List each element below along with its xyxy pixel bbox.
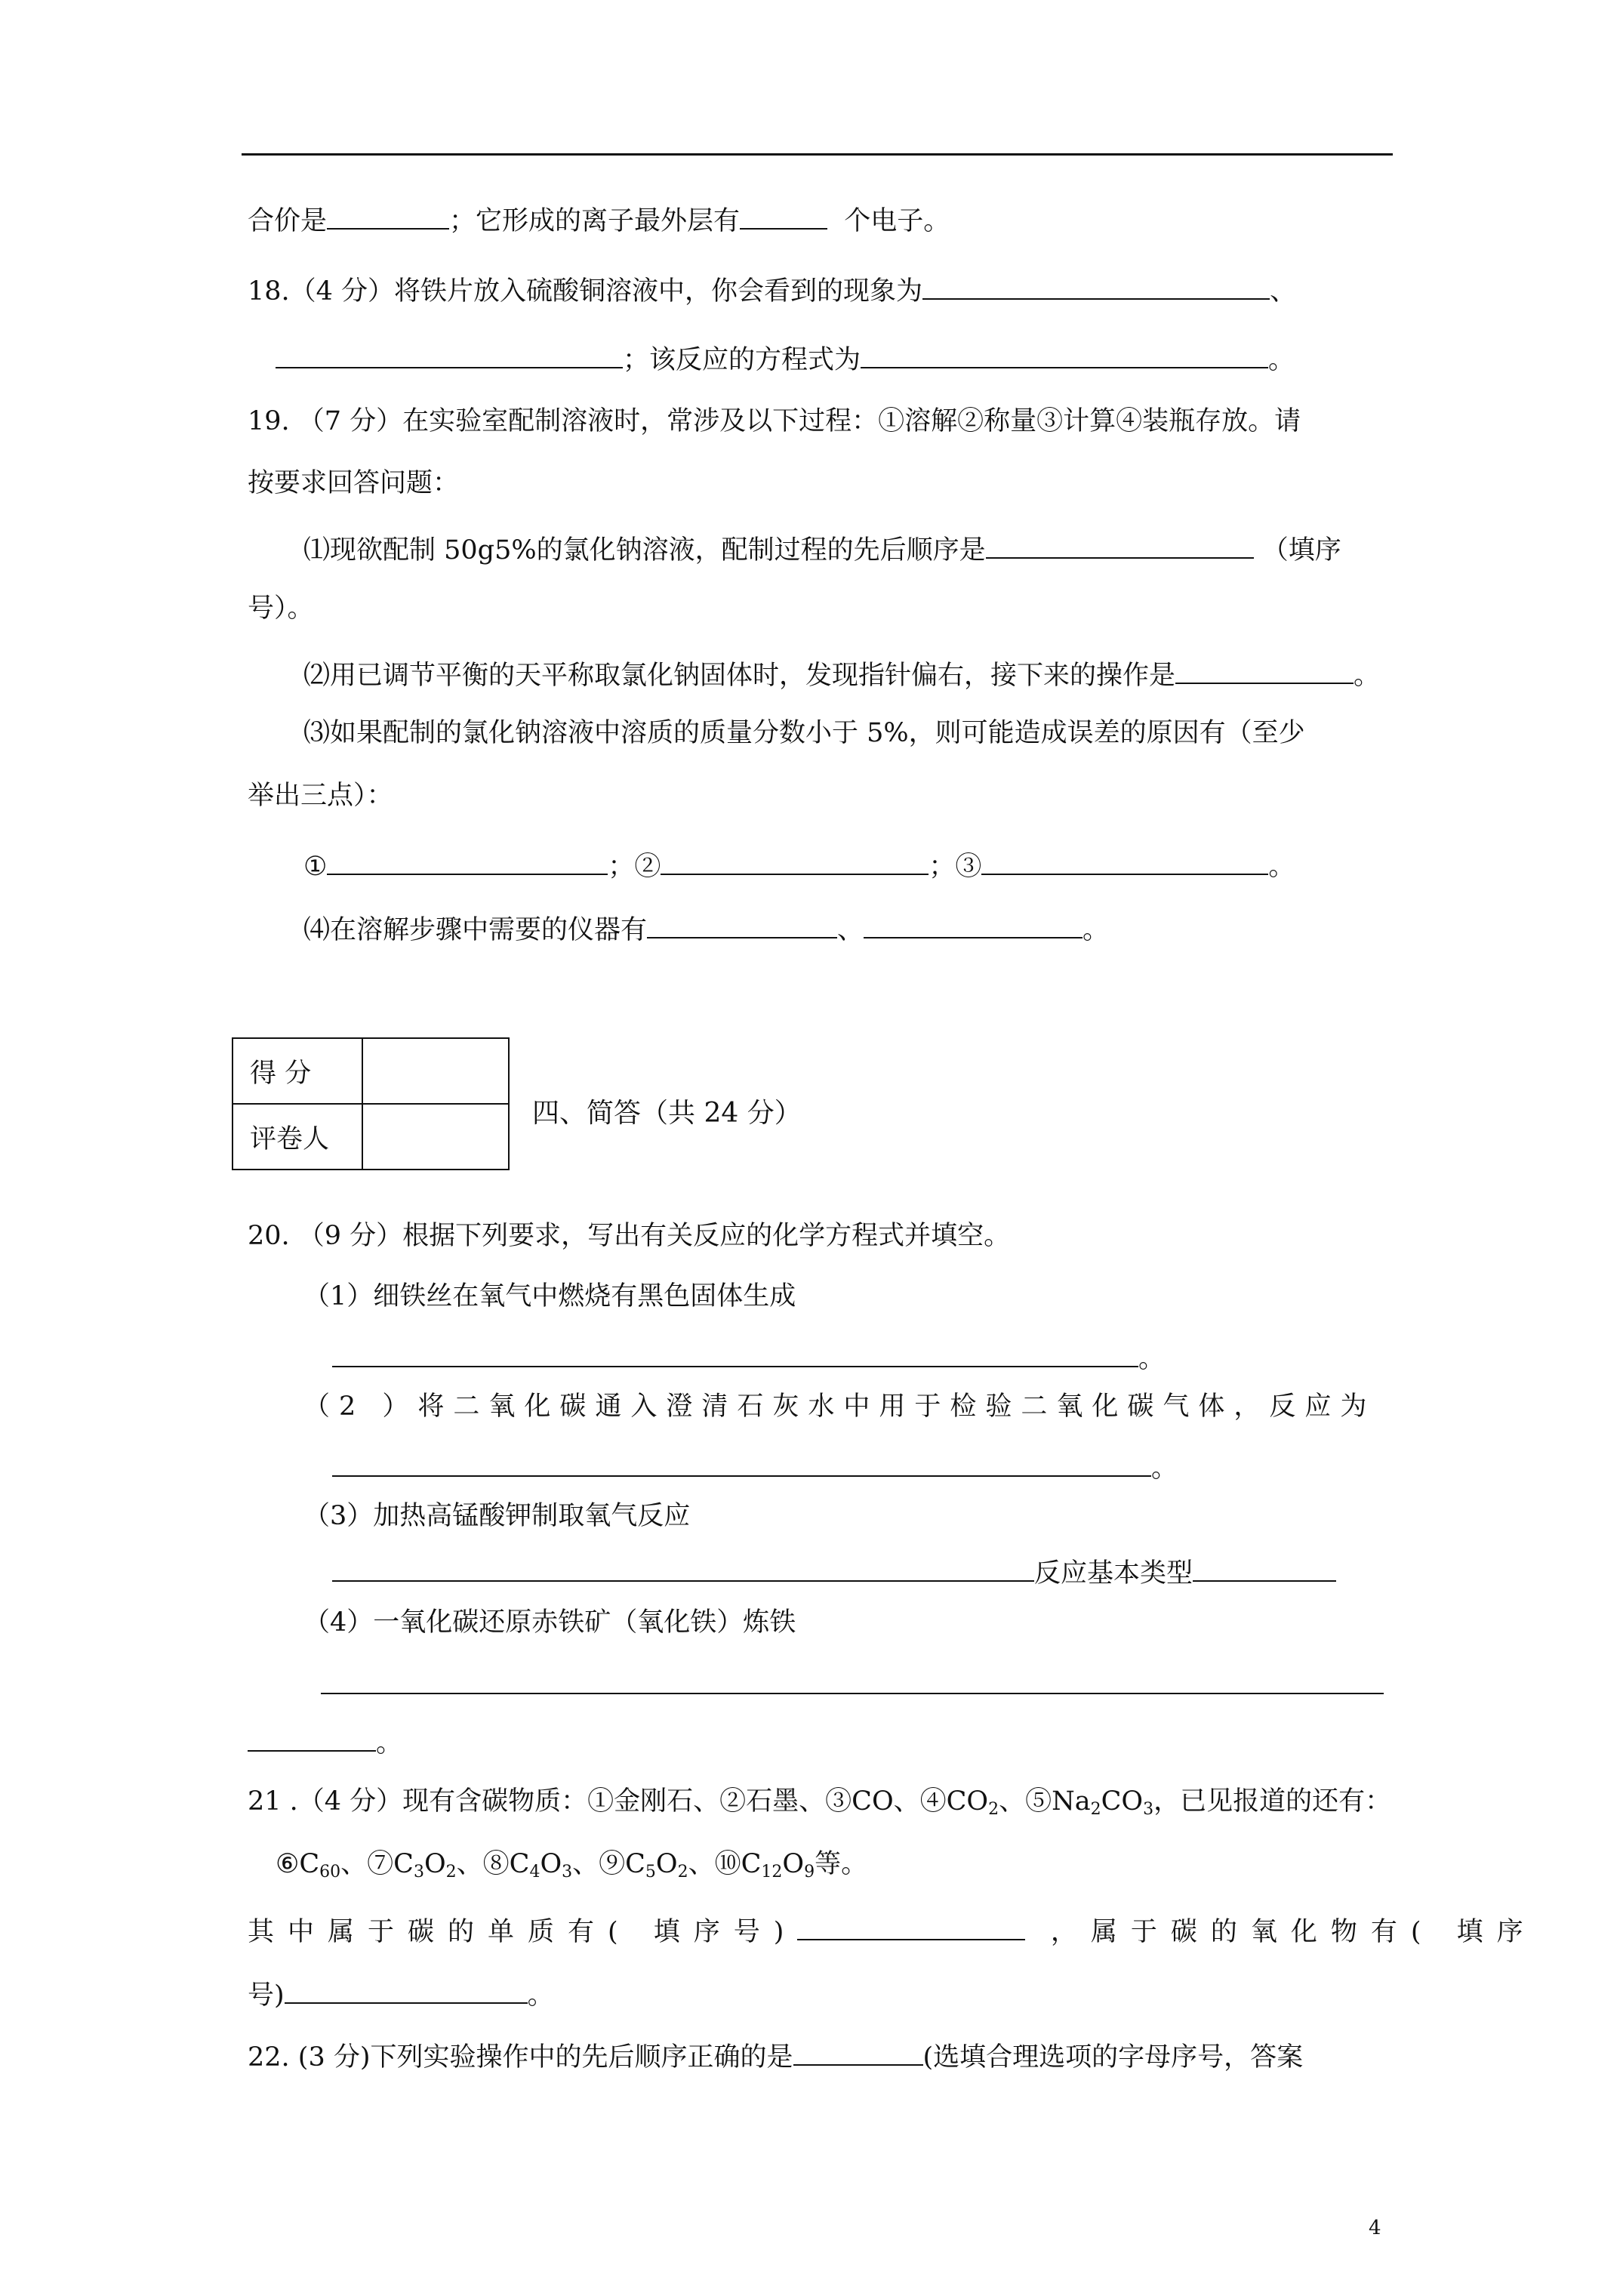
page-number: 4 [1369,2217,1381,2239]
q21-text-2i: O [540,1849,562,1879]
q21-sub-2j: 3 [562,1863,573,1881]
q21-text-2c: 、⑦C [340,1849,414,1879]
q21-text-1c: 、⑤Na [999,1786,1091,1817]
q19-part2-blank[interactable] [1175,654,1354,684]
q20-sub-4-end: 。 [376,1728,403,1758]
q18-line-1 [248,270,1296,309]
q21-text-2s: 等。 [815,1849,868,1879]
q21-text-1a: 21 .（4 分）现有含碳物质：①金刚石、②石墨、③CO、④CO [248,1786,989,1817]
q19-part3-cont: 举出三点）： [248,781,393,811]
q19-part1-cont: 号）。 [248,593,314,624]
q18-blank-1[interactable] [922,270,1270,300]
q18-text-end: 。 [1268,345,1295,375]
q19-line-1: 19. （7 分）在实验室配制溶液时，常涉及以下过程：①溶解②称量③计算④装瓶存放。请 [248,406,1301,436]
q20-sub-1-answer [332,1337,1165,1376]
q21-sub-2r: 9 [804,1863,815,1881]
q21-line-3 [248,1910,1537,1949]
q21-sub-2b: 60 [319,1863,341,1881]
q21-sub-2d: 3 [413,1863,424,1881]
q22-question-text-b: (选填合理选项的字母序号，答案 [922,2042,1304,2073]
q19-part2 [303,654,1380,693]
q21-text-2e: O [423,1849,446,1879]
q17-blank-2[interactable] [740,199,827,230]
section-4-title: 四、简答（共 24 分） [532,1098,802,1129]
grader-value-cell[interactable] [362,1104,509,1170]
q19-part1-text: ⑴现欲配制 50g5%的氯化钠溶液，配制过程的先后顺序是 [303,535,986,566]
q21-sub-1f: 3 [1143,1800,1154,1819]
q19-line-2: 按要求回答问题： [248,468,460,498]
q18-line-2 [276,338,1295,378]
q21-sub-2f: 2 [445,1863,457,1881]
q17-text-c: 个电子。 [844,206,950,236]
q22-line-1 [248,2036,1303,2075]
score-box [232,1037,510,1170]
q21-sub-2n: 2 [677,1863,688,1881]
q19-part1-blank[interactable] [986,529,1254,559]
q21-oxides-label-cont: 号) [248,1980,285,2011]
q20-sub-1-end: 。 [1138,1344,1166,1374]
q20-sub-3-type-label: 反应基本类型 [1034,1558,1193,1589]
q20-head: 20. （9 分）根据下列要求，写出有关反应的化学方程式并填空。 [248,1221,1011,1251]
q19-reason-3-label: ；③ [929,852,982,882]
q19-part4-blank-2[interactable] [864,908,1083,938]
q20-sub-4: （4）一氧化碳还原赤铁矿（氧化铁）炼铁 [303,1607,796,1638]
q21-oxides-label: ，属于碳的氧化物有( 填序 [1050,1917,1537,1947]
q19-reason-2-blank[interactable] [661,845,929,875]
q19-reason-3-blank[interactable] [981,845,1268,875]
q19-part4-text: ⑷在溶解步骤中需要的仪器有 [303,915,648,945]
q20-sub-3-blank[interactable] [332,1552,1034,1582]
q19-reason-1-blank[interactable] [327,845,608,875]
q19-part2-text: ⑵用已调节平衡的天平称取氯化钠固体时，发现指针偏右，接下来的操作是 [303,661,1176,691]
q19-part1 [303,529,1341,568]
q21-text-2m: O [655,1849,678,1879]
q21-text-2g: 、⑧C [456,1849,530,1879]
q20-sub-2-end: 。 [1151,1453,1178,1484]
q21-text-2a: ⑥C [276,1849,320,1879]
q20-sub-3-type-blank[interactable] [1193,1552,1336,1582]
q21-text-2q: O [782,1849,805,1879]
q21-text-2k: 、⑨C [572,1849,645,1879]
q20-sub-4-blank-2[interactable] [248,1721,376,1752]
q18-question-text: 18.（4 分）将铁片放入硫酸铜溶液中，你会看到的现象为 [248,276,923,307]
q21-text-1e: CO [1101,1786,1144,1817]
q19-part1-text-b: （填序 [1261,535,1341,566]
q20-sub-1: （1）细铁丝在氧气中燃烧有黑色固体生成 [303,1281,796,1311]
q18-separator: 、 [1270,276,1297,307]
q21-oxides-blank[interactable] [285,1974,528,2004]
q19-part4 [303,908,1109,948]
q19-part4-end: 。 [1083,915,1110,945]
q17-blank-1[interactable] [327,199,449,230]
q21-elements-blank[interactable] [797,1910,1025,1940]
q21-line-2 [276,1847,867,1890]
q20-sub-2-answer [332,1447,1178,1486]
q18-text-mid: ；该反应的方程式为 [623,345,861,375]
grader-label: 评卷人 [233,1104,362,1170]
q19-reason-1-label: ① [303,852,328,882]
q19-part4-separator: 、 [837,915,864,945]
q21-sub-1b: 2 [988,1800,999,1819]
q21-sub-2h: 4 [529,1863,540,1881]
score-value-cell[interactable] [362,1038,509,1104]
q19-reason-2-label: ；② [608,852,661,882]
q18-blank-equation[interactable] [861,338,1268,368]
q20-sub-3: （3）加热高锰酸钾制取氧气反应 [303,1501,691,1531]
q20-sub-3-answer [332,1552,1336,1591]
q19-part3-answers [303,845,1295,884]
q20-sub-4-blank[interactable] [321,1693,1384,1694]
q21-line-1 [248,1784,1391,1827]
q21-sub-2p: 12 [761,1863,783,1881]
q19-reasons-end: 。 [1268,852,1295,882]
q22-blank[interactable] [793,2036,923,2066]
q21-sub-2l: 5 [645,1863,656,1881]
header-rule [242,153,1393,156]
q21-line-4 [248,1974,554,2013]
q21-sub-1d: 2 [1090,1800,1101,1819]
q19-part3: ⑶如果配制的氯化钠溶液中溶质的质量分数小于 5%，则可能造成误差的原因有（至少 [303,718,1305,748]
q21-text-1g: ，已见报道的还有： [1153,1786,1392,1817]
q20-sub-4-answer-end [248,1721,402,1761]
q22-question-text: 22. (3 分)下列实验操作中的先后顺序正确的是 [248,2042,793,2073]
q19-part4-blank-1[interactable] [647,908,837,938]
q19-part2-end: 。 [1354,661,1381,691]
q20-sub-2-blank[interactable] [332,1447,1151,1477]
q17-continuation [248,199,950,239]
q21-line-4-end: 。 [527,1980,554,2011]
q20-sub-2: （2 ）将二氧化碳通入澄清石灰水中用于检验二氧化碳气体，反应为 [303,1391,1376,1422]
score-label: 得 分 [233,1038,362,1104]
q18-blank-2[interactable] [276,338,623,368]
q21-text-2o: 、⑩C [688,1849,762,1879]
q20-sub-1-blank[interactable] [332,1337,1138,1367]
q17-text-b: ；它形成的离子最外层有 [449,206,741,236]
q17-text-a: 合价是 [248,206,328,236]
q21-elements-label: 其中属于碳的单质有( 填序号) [248,1917,798,1947]
